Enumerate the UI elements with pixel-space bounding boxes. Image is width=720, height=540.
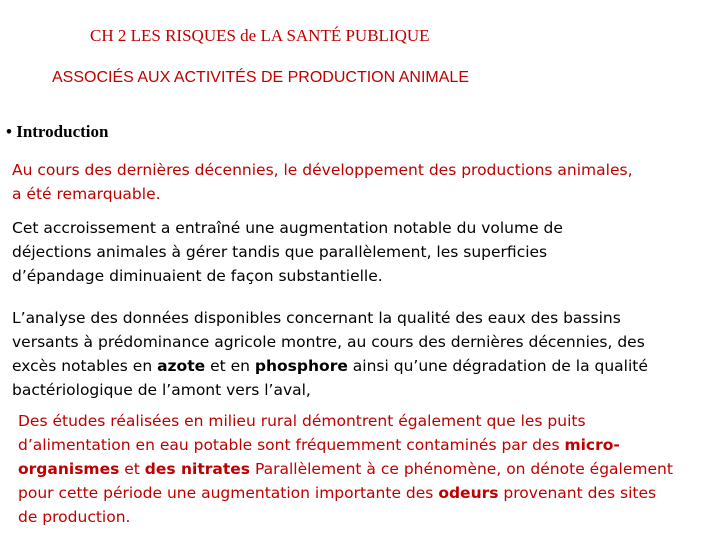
text-run: provenant des sites xyxy=(498,484,657,502)
paragraph-4-line xyxy=(18,457,718,481)
keyword-organismes: organismes xyxy=(18,460,120,478)
paragraph-4-line: Des études réalisées en milieu rural démontrent également que les puits xyxy=(18,412,586,430)
text-run: et en xyxy=(205,357,255,375)
text-run: pour cette période une augmentation importante des xyxy=(18,484,439,502)
paragraph-3-line xyxy=(12,354,712,378)
paragraph-2-line: déjections animales à gérer tandis que parallèlement, les superficies xyxy=(12,243,548,261)
paragraph-2-line: d’épandage diminuaient de façon substantielle. xyxy=(12,267,383,285)
paragraph-1-line: a été remarquable. xyxy=(12,185,161,203)
paragraph-3-line: L’analyse des données disponibles concernant la qualité des eaux des bassins xyxy=(12,309,621,327)
keyword-nitrates: des nitrates xyxy=(144,460,251,478)
chapter-title: CH 2 LES RISQUES de LA SANTÉ PUBLIQUE xyxy=(90,26,430,45)
paragraph-4-line xyxy=(18,481,718,505)
keyword-azote: azote xyxy=(157,357,206,375)
paragraph-3-line: versants à prédominance agricole montre, au cours des dernières décennies, des xyxy=(12,333,645,351)
text-run: excès notables en xyxy=(12,357,158,375)
paragraph-4-line: de production. xyxy=(18,508,131,526)
text-run: Parallèlement à ce phénomène, on dénote également xyxy=(250,460,673,478)
text-run: d’alimentation en eau potable sont fréquemment contaminés par des xyxy=(18,436,565,454)
paragraph-3-line: bactériologique de l’amont vers l’aval, xyxy=(12,381,311,399)
keyword-micro: micro- xyxy=(564,436,620,454)
paragraph-2 xyxy=(12,216,712,288)
paragraph-4-line xyxy=(18,433,718,457)
paragraph-3 xyxy=(12,306,712,402)
section-heading: • Introduction xyxy=(6,122,109,141)
paragraph-1 xyxy=(12,158,712,206)
chapter-subtitle: ASSOCIÉS AUX ACTIVITÉS DE PRODUCTION ANIMALE xyxy=(52,69,469,86)
keyword-phosphore: phosphore xyxy=(254,357,348,375)
paragraph-1-line: Au cours des dernières décennies, le développement des productions animales, xyxy=(12,161,633,179)
paragraph-2-line: Cet accroissement a entraîné une augmentation notable du volume de xyxy=(12,219,563,237)
text-run: ainsi qu’une dégradation de la qualité xyxy=(347,357,648,375)
text-run: et xyxy=(119,460,145,478)
keyword-odeurs: odeurs xyxy=(438,484,499,502)
paragraph-4 xyxy=(18,409,718,529)
